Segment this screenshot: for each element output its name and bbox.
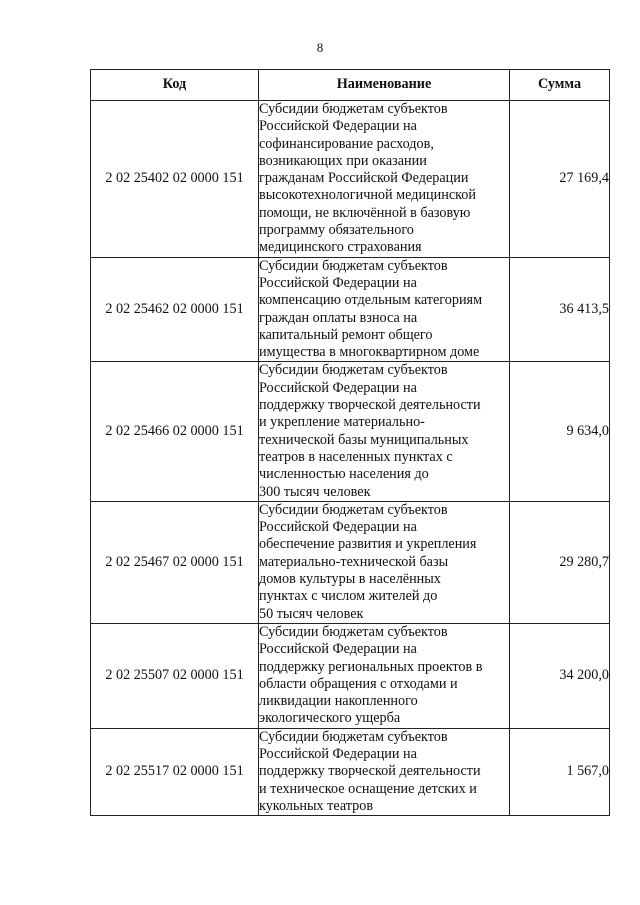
name-line: Субсидии бюджетам субъектов [259, 362, 448, 379]
name-line: возникающих при оказании [259, 152, 427, 169]
page-number: 8 [316, 40, 324, 55]
row-sum: 34 200,0 [510, 623, 610, 728]
name-line: компенсацию отдельным категориям [259, 292, 483, 309]
name-line: гражданам Российской Федерации [259, 170, 469, 187]
name-line: 50 тысяч человек [259, 605, 364, 622]
row-code: 2 02 25462 02 0000 151 [91, 257, 259, 362]
name-line: софинансирование расходов, [259, 135, 434, 152]
name-line: материально-технической базы [259, 553, 449, 570]
header-sum: Сумма [510, 70, 610, 101]
name-line: Субсидии бюджетам субъектов [259, 257, 448, 274]
row-code: 2 02 25507 02 0000 151 [91, 623, 259, 728]
name-line: театров в населенных пунктах с [259, 448, 453, 465]
header-code: Код [91, 70, 259, 101]
table-row [91, 501, 610, 623]
name-line: граждан оплаты взноса на [259, 309, 418, 326]
name-line: поддержку творческой деятельности [259, 763, 481, 780]
name-line: Российской Федерации на [259, 274, 417, 291]
row-name [259, 501, 510, 623]
row-sum: 1 567,0 [510, 728, 610, 815]
name-line: и укрепление материально- [259, 414, 425, 431]
table-row [91, 257, 610, 362]
row-code: 2 02 25402 02 0000 151 [91, 101, 259, 258]
row-code: 2 02 25517 02 0000 151 [91, 728, 259, 815]
name-line: пунктах с числом жителей до [259, 588, 438, 605]
name-line: Российской Федерации на [259, 745, 417, 762]
name-line: Субсидии бюджетам субъектов [259, 728, 448, 745]
name-line: домов культуры в населённых [259, 571, 441, 588]
budget-table [90, 69, 610, 816]
name-line: ликвидации накопленного [259, 693, 418, 710]
name-line: Российской Федерации на [259, 519, 417, 536]
table-row [91, 623, 610, 728]
name-line: Субсидии бюджетам субъектов [259, 101, 448, 117]
name-line: Субсидии бюджетам субъектов [259, 623, 448, 640]
name-line: Российской Федерации на [259, 379, 417, 396]
table-row [91, 362, 610, 501]
row-name [259, 362, 510, 501]
name-line: обеспечение развития и укрепления [259, 536, 477, 553]
header-name: Наименование [259, 70, 510, 101]
row-sum: 36 413,5 [510, 257, 610, 362]
name-line: численностью населения до [259, 466, 429, 483]
row-code: 2 02 25467 02 0000 151 [91, 501, 259, 623]
table-header-row [91, 70, 610, 101]
name-line: кукольных театров [259, 797, 374, 814]
name-line: области обращения с отходами и [259, 675, 458, 692]
name-line: программу обязательного [259, 222, 414, 239]
row-name [259, 101, 510, 258]
name-line: высокотехнологичной медицинской [259, 187, 476, 204]
name-line: технической базы муниципальных [259, 431, 469, 448]
name-line: экологического ущерба [259, 710, 401, 727]
table-row [91, 728, 610, 815]
row-name [259, 623, 510, 728]
row-code: 2 02 25466 02 0000 151 [91, 362, 259, 501]
name-line: Российской Федерации на [259, 118, 417, 135]
name-line: Субсидии бюджетам субъектов [259, 501, 448, 518]
name-line: капитальный ремонт общего [259, 326, 433, 343]
name-line: 300 тысяч человек [259, 483, 371, 500]
name-line: помощи, не включённой в базовую [259, 204, 471, 221]
name-line: поддержку региональных проектов в [259, 658, 483, 675]
name-line: медицинского страхования [259, 239, 422, 256]
table-row [91, 101, 610, 258]
name-line: и техническое оснащение детских и [259, 780, 477, 797]
row-name [259, 728, 510, 815]
row-sum: 29 280,7 [510, 501, 610, 623]
name-line: Российской Федерации на [259, 641, 417, 658]
row-sum: 27 169,4 [510, 101, 610, 258]
row-sum: 9 634,0 [510, 362, 610, 501]
name-line: поддержку творческой деятельности [259, 397, 481, 414]
name-line: имущества в многоквартирном доме [259, 344, 480, 361]
row-name [259, 257, 510, 362]
